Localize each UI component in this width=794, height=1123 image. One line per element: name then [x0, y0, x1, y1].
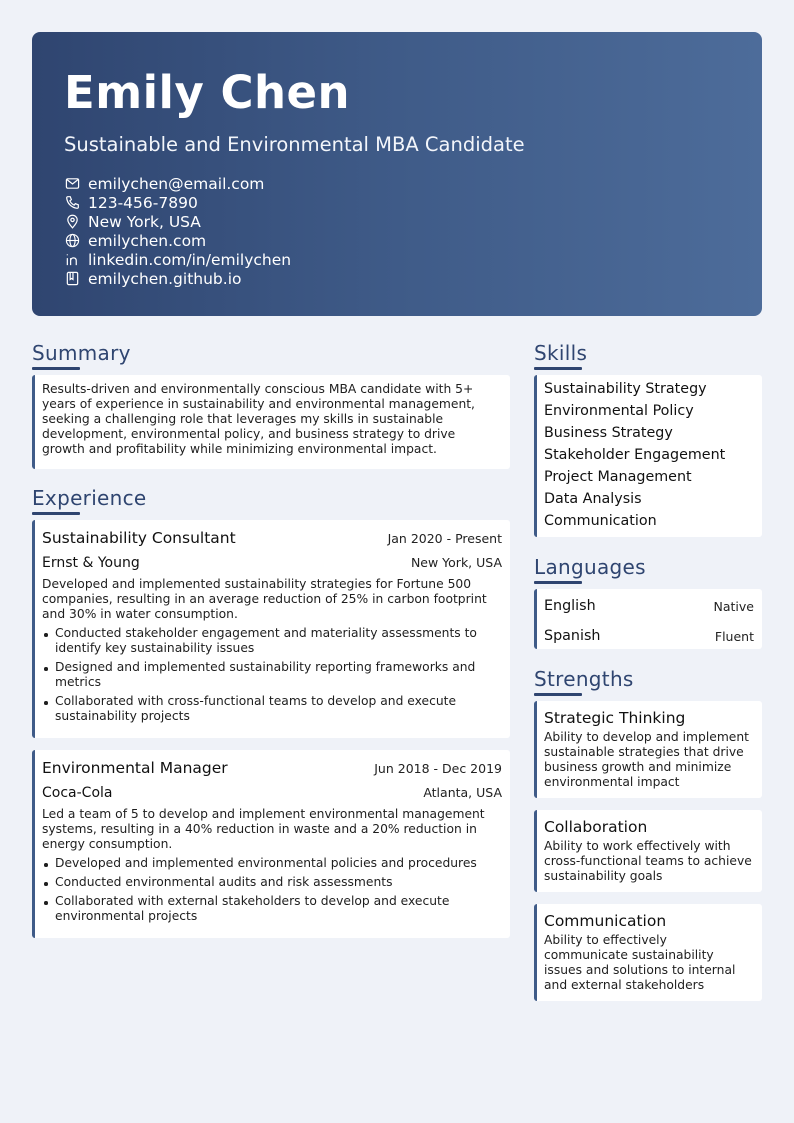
strengths-heading: Strengths	[534, 667, 634, 691]
contact-list	[64, 174, 730, 288]
job-bullets	[42, 626, 502, 724]
contact-website-text: emilychen.com	[88, 231, 207, 250]
job-role: Sustainability Consultant	[42, 529, 236, 547]
location-icon	[64, 214, 80, 230]
skill-item: Project Management	[544, 469, 692, 485]
skill-item: Environmental Policy	[544, 403, 694, 419]
strength-card	[534, 810, 762, 892]
contact-github[interactable]	[64, 269, 730, 288]
job-dates: Jan 2020 - Present	[387, 531, 502, 546]
job-bullet: Designed and implemented sustainability reporting frameworks and metrics	[42, 660, 502, 690]
language-row	[544, 591, 754, 621]
strength-description: Ability to work effectively with cross-functional teams to achieve sustainability goals	[544, 839, 752, 883]
contact-linkedin-text: linkedin.com/in/emilychen	[88, 250, 292, 269]
languages-heading: Languages	[534, 555, 646, 579]
contact-email[interactable]	[64, 174, 730, 193]
mail-icon	[64, 176, 80, 192]
strength-description: Ability to develop and implement sustainable strategies that drive business growth and minimize environmental impact	[544, 730, 749, 789]
contact-github-text: emilychen.github.io	[88, 269, 242, 288]
summary-text: Results-driven and environmentally conscious MBA candidate with 5+ years of experience in sustainability and environmental management, seeking a challenging role that leverages my skills in sustainable development, environmental policy, and business strategy to drive growth and profitability while minimizing environmental impact.	[42, 382, 475, 456]
experience-item	[32, 520, 510, 738]
job-bullet: Collaborated with external stakeholders to develop and execute environmental projects	[42, 894, 502, 924]
contact-phone-text: 123-456-7890	[88, 193, 198, 212]
skills-underline	[534, 367, 582, 370]
strength-card	[534, 701, 762, 798]
phone-icon	[64, 195, 80, 211]
language-row	[544, 621, 754, 651]
job-company: Ernst & Young	[42, 555, 140, 571]
job-bullet: Conducted environmental audits and risk assessments	[42, 875, 502, 890]
skills-card	[534, 375, 762, 537]
language-name: Spanish	[544, 628, 601, 644]
contact-location-text: New York, USA	[88, 212, 201, 231]
contact-email-text: emilychen@email.com	[88, 174, 265, 193]
job-description: Led a team of 5 to develop and implement environmental management systems, resulting in a 40% reduction in waste and a 20% reduction in energy consumption.	[42, 807, 485, 851]
skill-item: Communication	[544, 513, 657, 529]
summary-card	[32, 375, 510, 469]
strengths-underline	[534, 693, 582, 696]
skill-item: Sustainability Strategy	[544, 381, 707, 397]
candidate-name: Emily Chen	[64, 66, 351, 119]
right-column	[534, 340, 762, 1013]
job-bullets	[42, 856, 502, 924]
job-bullet: Conducted stakeholder engagement and materiality assessments to identify key sustainability issues	[42, 626, 502, 656]
contact-linkedin[interactable]	[64, 250, 730, 269]
job-description: Developed and implemented sustainability strategies for Fortune 500 companies, resulting in an average reduction of 25% in carbon footprint and 30% in water consumption.	[42, 577, 487, 621]
header-banner	[32, 32, 762, 316]
skill-item: Business Strategy	[544, 425, 673, 441]
languages-underline	[534, 581, 582, 584]
job-location: New York, USA	[410, 555, 502, 570]
languages-section	[534, 554, 762, 649]
summary-heading: Summary	[32, 341, 131, 365]
summary-underline	[32, 367, 80, 370]
experience-section	[32, 485, 510, 938]
strengths-section	[534, 666, 762, 1001]
strength-title: Collaboration	[544, 818, 648, 836]
linkedin-icon	[64, 252, 80, 268]
skills-section	[534, 340, 762, 537]
strength-description: Ability to effectively communicate sustainability issues and solutions to internal and external stakeholders	[544, 933, 736, 992]
skill-item: Data Analysis	[544, 491, 642, 507]
contact-location	[64, 212, 730, 231]
strength-title: Communication	[544, 912, 667, 930]
strength-title: Strategic Thinking	[544, 709, 686, 727]
experience-heading: Experience	[32, 486, 147, 510]
language-level: Native	[713, 598, 754, 614]
candidate-tagline: Sustainable and Environmental MBA Candidate	[64, 133, 525, 156]
summary-section	[32, 340, 510, 469]
left-column	[32, 340, 510, 950]
languages-card	[534, 589, 762, 649]
job-role: Environmental Manager	[42, 759, 228, 777]
skill-item: Stakeholder Engagement	[544, 447, 726, 463]
job-company: Coca-Cola	[42, 785, 113, 801]
github-icon	[64, 271, 80, 287]
job-bullet: Developed and implemented environmental policies and procedures	[42, 856, 502, 871]
contact-phone[interactable]	[64, 193, 730, 212]
globe-icon	[64, 233, 80, 249]
language-name: English	[544, 598, 596, 614]
language-level: Fluent	[714, 628, 754, 644]
job-dates: Jun 2018 - Dec 2019	[374, 761, 502, 776]
job-location: Atlanta, USA	[423, 785, 502, 800]
skills-heading: Skills	[534, 341, 588, 365]
experience-underline	[32, 512, 80, 515]
strength-card	[534, 904, 762, 1001]
experience-item	[32, 750, 510, 938]
contact-website[interactable]	[64, 231, 730, 250]
job-bullet: Collaborated with cross-functional teams to develop and execute sustainability projects	[42, 694, 502, 724]
